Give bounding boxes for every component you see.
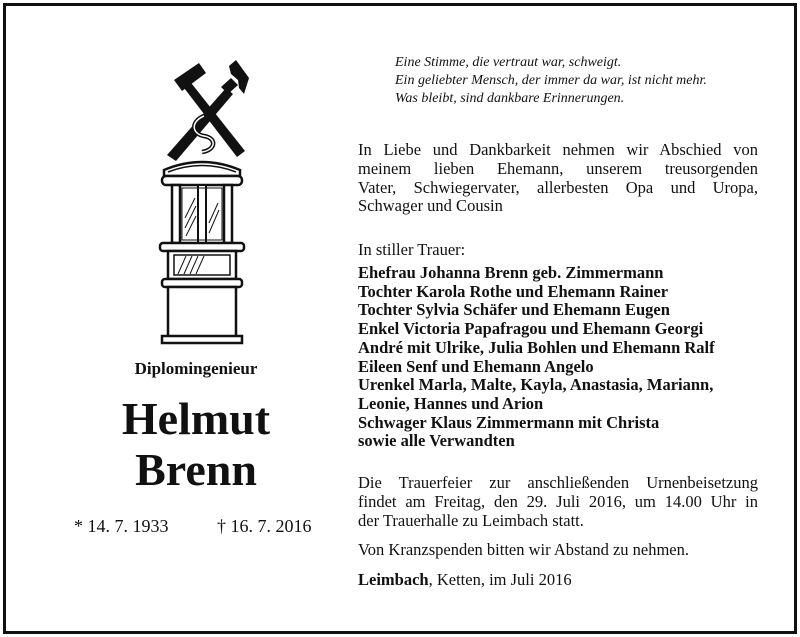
quote-line: Was bleibt, sind dankbare Erinnerungen. — [395, 91, 625, 106]
place-town: Leimbach — [358, 570, 429, 589]
mourners-list — [358, 264, 715, 451]
obituary-notice — [3, 3, 797, 634]
farewell-line: In Liebe und Dankbarkeit nehmen wir Abschied von — [358, 140, 758, 159]
wreath-note: Von Kranzspenden bitten wir Abstand zu nehmen. — [358, 540, 689, 559]
mourner-entry: Tochter Karola Rothe und Ehemann Rainer — [358, 281, 669, 301]
mourner-entry: Tochter Sylvia Schäfer und Ehemann Eugen — [358, 300, 670, 320]
farewell-line: Vater, Schwiegervater, allerbesten Opa und Uropa, — [358, 177, 758, 197]
miners-lamp-with-hammer-and-pick-icon — [154, 58, 250, 346]
place-and-date — [358, 570, 572, 590]
deceased-title: Diplomingenieur — [134, 359, 258, 378]
mourner-entry: Urenkel Marla, Malte, Kayla, Anastasia, Mariann, — [358, 375, 714, 395]
deceased-first-name: Helmut — [121, 393, 271, 444]
birth-date: * 14. 7. 1933 — [74, 516, 169, 536]
farewell-paragraph — [358, 141, 758, 216]
farewell-line: meinem lieben Ehemann, unserem treusorgenden — [358, 158, 758, 178]
place-rest: , Ketten, im Juli 2016 — [428, 570, 572, 589]
funeral-paragraph — [358, 474, 758, 530]
funeral-line: Die Trauerfeier zur anschließenden Urnenbeisetzung — [358, 473, 758, 492]
mourner-entry: Leonie, Hannes und Arion — [358, 393, 544, 413]
deceased-last-name: Brenn — [135, 444, 257, 495]
mourner-entry: Schwager Klaus Zimmermann mit Christa — [358, 412, 660, 432]
mourner-entry: sowie alle Verwandten — [358, 431, 515, 451]
mourning-label: In stiller Trauer: — [358, 240, 466, 259]
mourner-entry: Eileen Senf und Ehemann Angelo — [358, 356, 594, 376]
death-date: † 16. 7. 2016 — [217, 516, 312, 536]
farewell-line: Schwager und Cousin — [358, 196, 503, 216]
quote-line: Ein geliebter Mensch, der immer da war, ist nicht mehr. — [395, 73, 707, 88]
funeral-line: der Trauerhalle zu Leimbach statt. — [358, 510, 584, 530]
mourner-entry: André mit Ulrike, Julia Bohlen und Ehemann Ralf — [358, 337, 715, 357]
funeral-line: findet am Freitag, den 29. Juli 2016, um 14.00 Uhr in — [358, 491, 758, 511]
mourner-entry: Ehefrau Johanna Brenn geb. Zimmermann — [358, 263, 664, 282]
memorial-quote — [395, 54, 707, 108]
quote-line: Eine Stimme, die vertraut war, schweigt. — [395, 55, 622, 70]
mourner-entry: Enkel Victoria Papafragou und Ehemann Georgi — [358, 319, 704, 339]
